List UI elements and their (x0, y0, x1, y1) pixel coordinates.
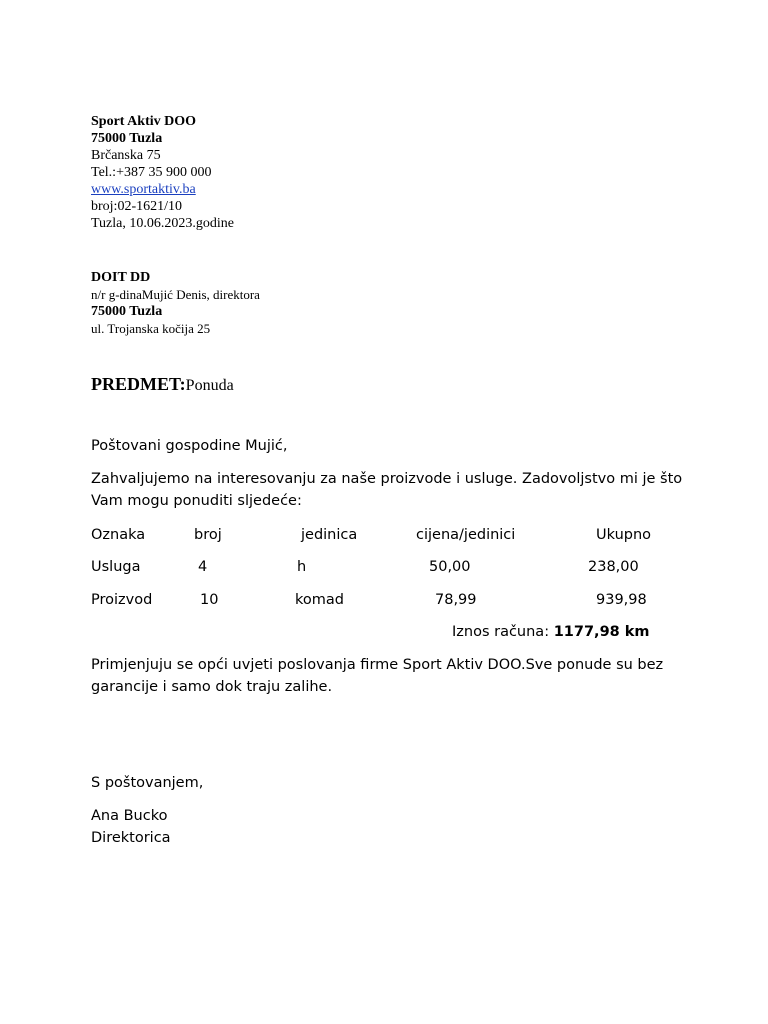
row-cell: 238,00 (588, 559, 639, 575)
sender-city: 75000 Tuzla (91, 131, 163, 146)
sender-website-link[interactable]: www.sportaktiv.ba (91, 182, 196, 197)
invoice-total (452, 621, 650, 643)
sender-date-line: Tuzla, 10.06.2023.godine (91, 216, 234, 231)
recipient-city: 75000 Tuzla (91, 304, 163, 319)
subject-value: Ponuda (185, 377, 234, 394)
row-cell: 4 (198, 559, 208, 575)
row-cell: 939,98 (596, 592, 647, 608)
sender-address-block (91, 113, 234, 232)
letter-greeting: Poštovani gospodine Mujić, (91, 438, 288, 454)
row-cell: 10 (200, 592, 219, 608)
row-cell: 78,99 (435, 592, 477, 608)
signer-name: Ana Bucko (91, 808, 168, 824)
total-amount: 1177,98 km (553, 624, 650, 640)
header-cell: jedinica (301, 527, 358, 543)
total-label: Iznos računa: (452, 624, 550, 640)
letter-terms: Primjenjuju se opći uvjeti poslovanja firme Sport Aktiv DOO.Sve ponude su bez garancije i samo dok traju zalihe. (91, 657, 664, 695)
recipient-street: ul. Trojanska kočija 25 (91, 321, 211, 336)
header-cell: Ukupno (596, 527, 652, 543)
subject-label: PREDMET: (91, 374, 186, 394)
recipient-company: DOIT DD (91, 270, 151, 285)
row-cell: Proizvod (91, 592, 153, 608)
header-cell: Oznaka (91, 527, 146, 543)
header-cell: cijena/jedinici (416, 527, 516, 543)
letter-intro: Zahvaljujemo na interesovanju za naše proizvode i usluge. Zadovoljstvo mi je što Vam mogu ponuditi sljedeće: (91, 471, 683, 509)
sender-street: Brčanska 75 (91, 148, 161, 163)
signer-title: Direktorica (91, 830, 171, 846)
sender-company: Sport Aktiv DOO (91, 114, 197, 129)
subject-line (91, 373, 234, 397)
sender-ref-number: broj:02-1621/10 (91, 199, 182, 214)
header-cell: broj (194, 527, 222, 543)
row-cell: h (297, 559, 307, 575)
row-cell: 50,00 (429, 559, 471, 575)
recipient-attention: n/r g-dinaMujić Denis, direktora (91, 287, 260, 302)
row-cell: Usluga (91, 559, 141, 575)
row-cell: komad (295, 592, 344, 608)
letter-closing: S poštovanjem, (91, 775, 204, 791)
recipient-address-block (91, 269, 260, 337)
sender-phone: Tel.:+387 35 900 000 (91, 165, 212, 180)
